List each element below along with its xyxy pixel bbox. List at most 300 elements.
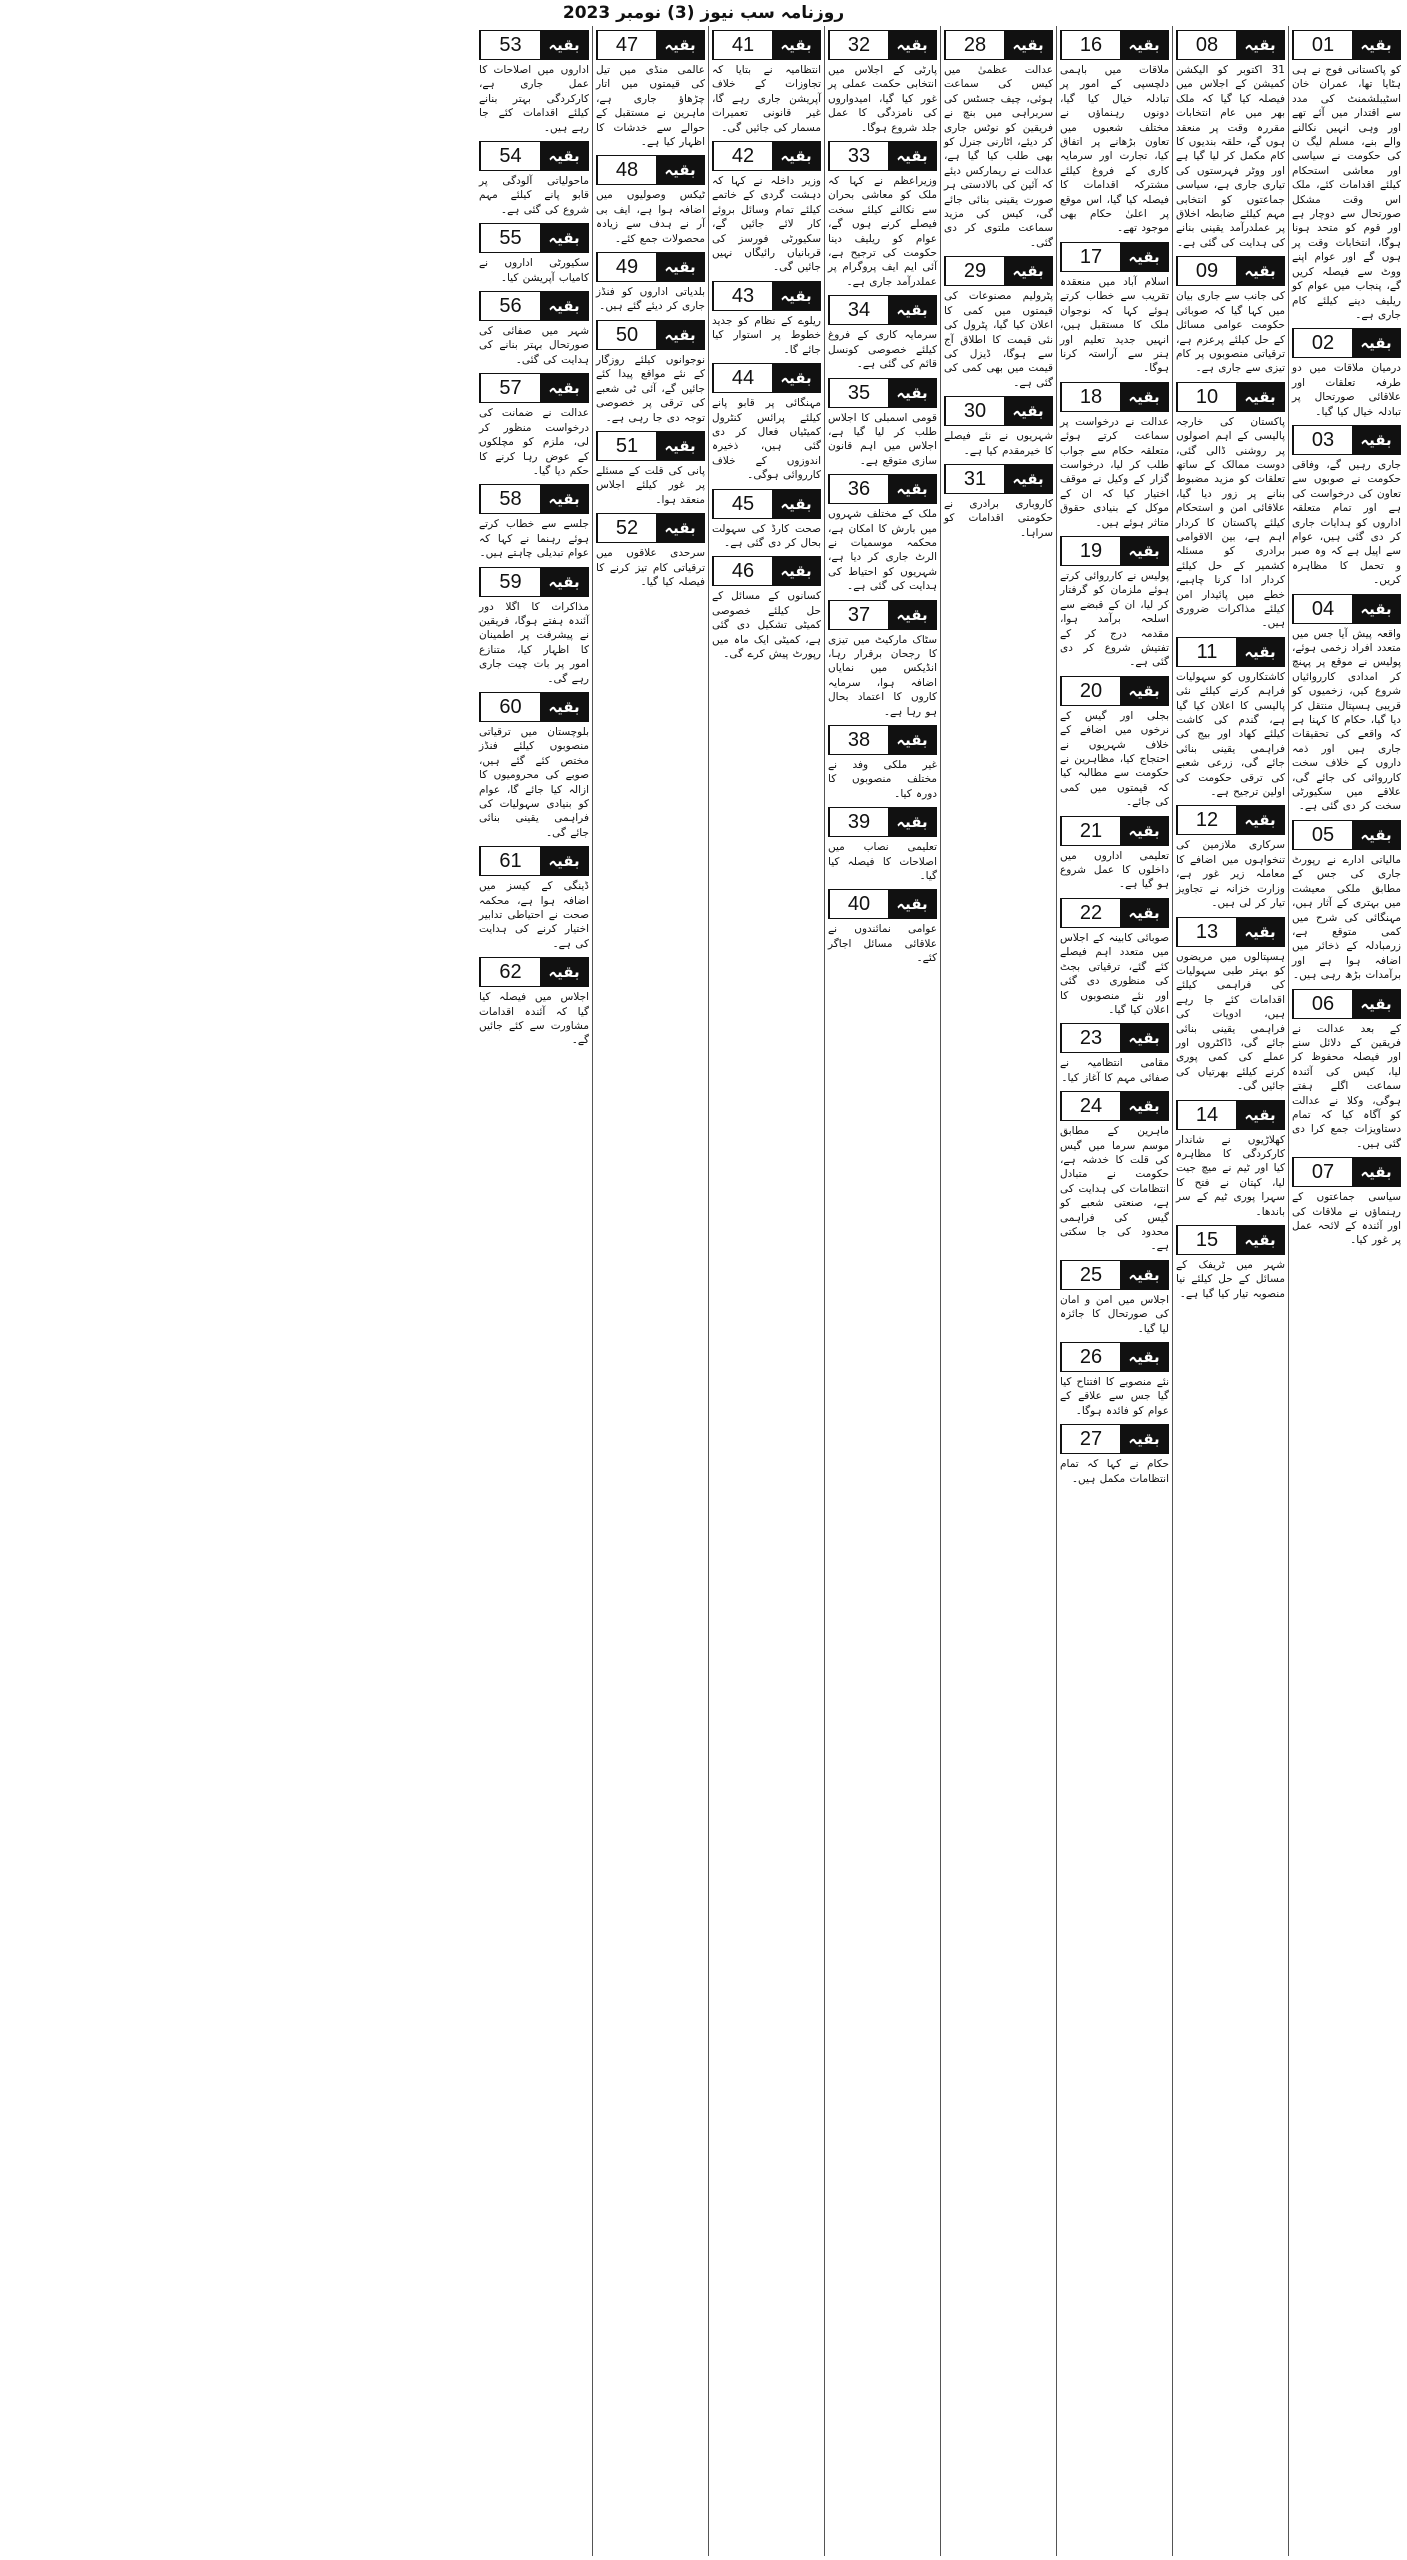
continuation-item — [1176, 382, 1285, 631]
continuation-item — [712, 141, 821, 275]
continuation-number: 38 — [829, 726, 888, 754]
continuation-number: 25 — [1061, 1261, 1120, 1289]
continuation-header — [712, 141, 821, 171]
continuation-label: بقیہ — [1120, 1261, 1168, 1289]
continuation-item — [1060, 816, 1169, 892]
continuation-header — [479, 223, 589, 253]
continuation-text: مقامی انتظامیہ نے صفائی مہم کا آغاز کیا۔ — [1060, 1057, 1169, 1084]
continuation-header — [828, 295, 937, 325]
continuation-label: بقیہ — [772, 557, 820, 585]
continuation-item — [479, 692, 589, 840]
continuation-item — [596, 30, 705, 149]
continuation-header — [828, 474, 937, 504]
continuation-item — [479, 373, 589, 478]
continuation-text: پولیس نے کارروائی کرتے ہوئے ملزمان کو گرفتار کر لیا، ان کے قبضے سے اسلحہ برآمد ہوا، مقدمہ درج کر کے تفتیش شروع کر دی گئی ہے۔ — [1060, 569, 1169, 669]
continuation-number: 21 — [1061, 817, 1120, 845]
continuation-header — [1292, 989, 1401, 1019]
continuation-label: بقیہ — [1120, 1343, 1168, 1371]
news-column — [476, 26, 592, 2556]
continuation-text: مذاکرات کا اگلا دور آئندہ ہفتے ہوگا، فریقین نے پیشرفت پر اطمینان کا اظہار کیا، متنازع امور پر بات چیت جاری رہے گی۔ — [479, 600, 589, 685]
continuation-label: بقیہ — [888, 379, 936, 407]
continuation-item — [479, 223, 589, 285]
continuation-text: کی جانب سے جاری بیان میں کہا گیا کہ صوبائی حکومت عوامی مسائل کے حل کیلئے پرعزم ہے، ترقیاتی منصوبوں پر کام تیزی سے جاری ہے۔ — [1176, 290, 1285, 375]
continuation-text: عدالت نے ضمانت کی درخواست منظور کر لی، ملزم کو مچلکوں کے عوض رہا کرنے کا حکم دیا گیا۔ — [479, 407, 589, 477]
news-column — [592, 26, 708, 2556]
continuation-header — [712, 281, 821, 311]
continuation-number: 43 — [713, 282, 772, 310]
continuation-number: 36 — [829, 475, 888, 503]
continuation-number: 09 — [1177, 257, 1236, 285]
continuation-label: بقیہ — [1352, 821, 1400, 849]
continuation-number: 18 — [1061, 383, 1120, 411]
continuation-text: عوامی نمائندوں نے علاقائی مسائل اجاگر کئے۔ — [828, 923, 937, 965]
continuation-header — [479, 567, 589, 597]
continuation-header — [1176, 382, 1285, 412]
continuation-header — [1060, 30, 1169, 60]
continuation-number: 23 — [1061, 1024, 1120, 1052]
continuation-text: اجلاس میں فیصلہ کیا گیا کہ آئندہ اقدامات مشاورت سے کئے جائیں گے۔ — [479, 991, 589, 1047]
continuation-header — [1060, 1260, 1169, 1290]
continuation-header — [1292, 820, 1401, 850]
continuation-text: شہر میں صفائی کی صورتحال بہتر بنانے کی ہدایت کی گئی۔ — [479, 325, 589, 366]
continuation-item — [1060, 536, 1169, 670]
continuation-text: حکام نے کہا کہ تمام انتظامات مکمل ہیں۔ — [1060, 1458, 1169, 1485]
continuation-text: درمیان ملاقات میں دو طرفہ تعلقات اور علاقائی صورتحال پر تبادلہ خیال کیا گیا۔ — [1292, 362, 1401, 418]
continuation-number: 11 — [1177, 638, 1236, 666]
continuation-label: بقیہ — [656, 253, 704, 281]
continuation-header — [1060, 382, 1169, 412]
continuation-number: 62 — [480, 958, 540, 986]
continuation-label: بقیہ — [1236, 806, 1284, 834]
continuation-header — [712, 489, 821, 519]
continuation-header — [596, 431, 705, 461]
continuation-number: 60 — [480, 693, 540, 721]
continuation-number: 54 — [480, 142, 540, 170]
continuation-number: 55 — [480, 224, 540, 252]
continuation-item — [1060, 676, 1169, 810]
continuation-header — [1292, 328, 1401, 358]
continuation-header — [479, 484, 589, 514]
continuation-text: جلسے سے خطاب کرتے ہوئے رہنما نے کہا کہ عوام تبدیلی چاہتے ہیں۔ — [479, 518, 589, 560]
continuation-number: 40 — [829, 890, 888, 918]
continuation-item — [712, 489, 821, 551]
news-column — [1056, 26, 1172, 2556]
continuation-text: مالیاتی ادارے نے رپورٹ جاری کی جس کے مطابق ملکی معیشت میں بہتری کے آثار ہیں، مہنگائی کی شرح میں کمی متوقع ہے، زرمبادلہ کے ذخائر میں اضافہ ہوا ہے اور برآمدات بڑھ رہی ہیں۔ — [1292, 853, 1401, 982]
continuation-text: اسلام آباد میں منعقدہ تقریب سے خطاب کرتے ہوئے کہا کہ نوجوان ملک کا مستقبل ہیں، انہیں جدید تعلیم اور ہنر سے آراستہ کرنا ہوگا۔ — [1060, 275, 1169, 375]
continuation-header — [596, 155, 705, 185]
continuation-header — [479, 141, 589, 171]
continuation-text: وزیر داخلہ نے کہا کہ دہشت گردی کے خاتمے کیلئے تمام وسائل بروئے کار لائے جائیں گے، سکیورٹی فورسز کی قربانیاں رائیگاں نہیں جائیں گی۔ — [712, 175, 821, 274]
continuation-text: اجلاس میں امن و امان کی صورتحال کا جائزہ لیا گیا۔ — [1060, 1293, 1169, 1335]
continuation-label: بقیہ — [1004, 465, 1052, 493]
continuation-header — [479, 30, 589, 60]
continuation-number: 59 — [480, 568, 540, 596]
continuation-label: بقیہ — [1236, 1101, 1284, 1129]
continuation-header — [944, 30, 1053, 60]
continuation-header — [1176, 805, 1285, 835]
continuation-item — [944, 396, 1053, 458]
continuation-text: تعلیمی نصاب میں اصلاحات کا فیصلہ کیا گیا۔ — [828, 841, 937, 883]
continuation-item — [1292, 30, 1401, 322]
continuation-number: 14 — [1177, 1101, 1236, 1129]
continuation-header — [944, 256, 1053, 286]
continuation-text: نئے منصوبے کا افتتاح کیا گیا جس سے علاقے کے عوام کو فائدہ ہوگا۔ — [1060, 1376, 1169, 1417]
continuation-label: بقیہ — [540, 847, 588, 875]
continuation-number: 30 — [945, 397, 1004, 425]
continuation-number: 10 — [1177, 383, 1236, 411]
continuation-label: بقیہ — [1236, 257, 1284, 285]
continuation-number: 32 — [829, 31, 888, 59]
continuation-item — [1292, 1157, 1401, 1248]
continuation-item — [1060, 1424, 1169, 1486]
continuation-label: بقیہ — [540, 485, 588, 513]
continuation-label: بقیہ — [1120, 243, 1168, 271]
continuation-label: بقیہ — [656, 432, 704, 460]
continuation-text: ملک کے مختلف شہروں میں بارش کا امکان ہے، محکمہ موسمیات نے الرٹ جاری کر دیا ہے، شہریوں کو احتیاط کی ہدایت کی گئی ہے۔ — [828, 508, 937, 593]
continuation-item — [1060, 898, 1169, 1017]
continuation-number: 16 — [1061, 31, 1120, 59]
page-columns — [4, 26, 1404, 2556]
continuation-text: بجلی اور گیس کے نرخوں میں اضافے کے خلاف شہریوں نے احتجاج کیا، مظاہرین نے حکومت سے مطالبہ کیا کہ قیمتوں میں کمی کی جائے۔ — [1060, 709, 1169, 809]
continuation-label: بقیہ — [1120, 1092, 1168, 1120]
continuation-number: 39 — [829, 808, 888, 836]
continuation-text: ٹیکس وصولیوں میں اضافہ ہوا ہے، ایف بی آر نے ہدف سے زیادہ محصولات جمع کئے۔ — [596, 189, 705, 245]
continuation-label: بقیہ — [888, 726, 936, 754]
continuation-text: شہریوں نے نئے فیصلے کا خیرمقدم کیا ہے۔ — [944, 430, 1053, 457]
continuation-label: بقیہ — [1236, 31, 1284, 59]
continuation-number: 52 — [597, 514, 656, 542]
continuation-text: عدالت عظمیٰ میں کیس کی سماعت ہوئی، چیف جسٹس کی سربراہی میں بنچ نے فریقین کو نوٹس جاری کر دیئے، اٹارنی جنرل کو بھی طلب کیا گیا ہے، عدالت نے ریمارکس دیئے کہ آئین کی بالادستی ہر صورت یقینی بنائی جائے گی، کیس کی مزید سماعت ملتوی کر دی گئی۔ — [944, 64, 1053, 249]
continuation-label: بقیہ — [540, 374, 588, 402]
continuation-label: بقیہ — [1352, 595, 1400, 623]
continuation-header — [479, 957, 589, 987]
continuation-number: 12 — [1177, 806, 1236, 834]
continuation-header — [1060, 1342, 1169, 1372]
continuation-number: 35 — [829, 379, 888, 407]
continuation-text: کسانوں کے مسائل کے حل کیلئے خصوصی کمیٹی تشکیل دی گئی ہے، کمیٹی ایک ماہ میں رپورٹ پیش کرے گی۔ — [712, 590, 821, 660]
continuation-item — [479, 141, 589, 217]
continuation-header — [1176, 1100, 1285, 1130]
continuation-header — [1060, 1424, 1169, 1454]
continuation-item — [828, 141, 937, 289]
continuation-label: بقیہ — [1352, 990, 1400, 1018]
continuation-text: کھلاڑیوں نے شاندار کارکردگی کا مظاہرہ کیا اور ٹیم نے میچ جیت لیا، کپتان نے فتح کا سہرا پوری ٹیم کے سر باندھا۔ — [1176, 1133, 1285, 1218]
continuation-text: سرکاری ملازمین کی تنخواہوں میں اضافے کا معاملہ زیر غور ہے، وزارت خزانہ نے تجاویز تیار کر لی ہیں۔ — [1176, 839, 1285, 910]
continuation-label: بقیہ — [772, 490, 820, 518]
continuation-header — [944, 464, 1053, 494]
continuation-label: بقیہ — [540, 224, 588, 252]
continuation-text: تعلیمی اداروں میں داخلوں کا عمل شروع ہو گیا ہے۔ — [1060, 849, 1169, 891]
continuation-header — [596, 252, 705, 282]
continuation-label: بقیہ — [1004, 31, 1052, 59]
continuation-number: 24 — [1061, 1092, 1120, 1120]
continuation-text: پارٹی کے اجلاس میں انتخابی حکمت عملی پر غور کیا گیا، امیدواروں کی نامزدگی کا عمل جلد شروع ہوگا۔ — [828, 64, 937, 134]
continuation-label: بقیہ — [1004, 257, 1052, 285]
continuation-label: بقیہ — [1352, 329, 1400, 357]
continuation-item — [1060, 30, 1169, 236]
continuation-number: 61 — [480, 847, 540, 875]
continuation-item — [1176, 30, 1285, 250]
continuation-item — [712, 30, 821, 135]
continuation-item — [1176, 256, 1285, 375]
continuation-header — [1176, 256, 1285, 286]
continuation-number: 01 — [1293, 31, 1352, 59]
continuation-number: 13 — [1177, 918, 1236, 946]
continuation-header — [596, 320, 705, 350]
continuation-item — [1292, 594, 1401, 814]
continuation-label: بقیہ — [1004, 397, 1052, 425]
continuation-header — [479, 291, 589, 321]
continuation-text: پٹرولیم مصنوعات کی قیمتوں میں کمی کا اعلان کیا گیا، پٹرول کی نئی قیمت کا اطلاق آج سے ہوگا، ڈیزل کی قیمت میں بھی کمی کی گئی ہے۔ — [944, 290, 1053, 389]
continuation-number: 46 — [713, 557, 772, 585]
continuation-label: بقیہ — [656, 31, 704, 59]
continuation-number: 03 — [1293, 426, 1352, 454]
continuation-header — [1060, 816, 1169, 846]
continuation-header — [828, 807, 937, 837]
continuation-text: سکیورٹی اداروں نے کامیاب آپریشن کیا۔ — [479, 257, 589, 284]
continuation-item — [596, 155, 705, 246]
continuation-label: بقیہ — [888, 475, 936, 503]
continuation-label: بقیہ — [1236, 1226, 1284, 1254]
continuation-label: بقیہ — [888, 808, 936, 836]
continuation-header — [479, 692, 589, 722]
continuation-item — [828, 474, 937, 593]
continuation-number: 28 — [945, 31, 1004, 59]
continuation-text: نوجوانوں کیلئے روزگار کے نئے مواقع پیدا کئے جائیں گے، آئی ٹی شعبے کی ترقی پر خصوصی توجہ دی جا رہی ہے۔ — [596, 353, 705, 424]
continuation-item — [1060, 242, 1169, 376]
continuation-text: عالمی منڈی میں تیل کی قیمتوں میں اتار چڑھاؤ جاری ہے، ماہرین نے مستقبل کے حوالے سے خدشات کا اظہار کیا ہے۔ — [596, 64, 705, 149]
continuation-label: بقیہ — [540, 31, 588, 59]
continuation-label: بقیہ — [1352, 426, 1400, 454]
continuation-label: بقیہ — [772, 364, 820, 392]
continuation-label: بقیہ — [540, 568, 588, 596]
news-column — [708, 26, 824, 2556]
continuation-number: 45 — [713, 490, 772, 518]
continuation-header — [1176, 30, 1285, 60]
continuation-number: 49 — [597, 253, 656, 281]
continuation-text: غیر ملکی وفد نے مختلف منصوبوں کا دورہ کیا۔ — [828, 759, 937, 800]
continuation-item — [1060, 1091, 1169, 1254]
continuation-label: بقیہ — [1352, 1158, 1400, 1186]
continuation-item — [1060, 382, 1169, 530]
continuation-item — [712, 363, 821, 482]
continuation-text: کاشتکاروں کو سہولیات فراہم کرنے کیلئے نئی پالیسی کا اعلان کیا گیا ہے، گندم کی کاشت کیلئے کھاد اور بیج کی فراہمی یقینی بنائی جائے گی، زرعی شعبے کی ترقی حکومت کی اولین ترجیح ہے۔ — [1176, 670, 1285, 799]
continuation-item — [828, 889, 937, 965]
continuation-text: سٹاک مارکیٹ میں تیزی کا رجحان برقرار رہا، انڈیکس میں نمایاں اضافہ ہوا، سرمایہ کاروں کا اعتماد بحال ہو رہا ہے۔ — [828, 633, 937, 718]
masthead: روزنامہ سب نیوز (3) نومبر 2023 — [562, 3, 845, 23]
continuation-header — [712, 30, 821, 60]
continuation-label: بقیہ — [772, 282, 820, 310]
continuation-item — [1176, 1225, 1285, 1301]
continuation-number: 57 — [480, 374, 540, 402]
continuation-label: بقیہ — [1236, 918, 1284, 946]
continuation-text: 31 اکتوبر کو الیکشن کمیشن کے اجلاس میں فیصلہ کیا گیا کہ ملک بھر میں عام انتخابات مقررہ وقت پر منعقد ہوں گے، حلقہ بندیوں کا کام مکمل کر لیا گیا ہے اور ووٹر فہرستوں کی تیاری جاری ہے، سیاسی جماعتوں کو انتخابی مہم کیلئے ضابطہ اخلاق پر عملدرآمد یقینی بنانے کی ہدایت کی گئی ہے۔ — [1176, 64, 1285, 249]
continuation-number: 29 — [945, 257, 1004, 285]
continuation-item — [1292, 425, 1401, 588]
continuation-text: بلدیاتی اداروں کو فنڈز جاری کر دیئے گئے ہیں۔ — [596, 286, 705, 313]
continuation-number: 51 — [597, 432, 656, 460]
continuation-header — [712, 363, 821, 393]
continuation-text: بلوچستان میں ترقیاتی منصوبوں کیلئے فنڈز مختص کئے گئے ہیں، صوبے کی محرومیوں کا ازالہ کیا جائے گا، عوام کو بنیادی سہولیات کی فراہمی یقینی بنائی جائے گی۔ — [479, 725, 589, 839]
continuation-item — [1292, 328, 1401, 419]
continuation-text: وزیراعظم نے کہا کہ ملک کو معاشی بحران سے نکالنے کیلئے سخت فیصلے کرنے ہوں گے، عوام کو ریلیف دینا حکومت کی ترجیح ہے، آئی ایم ایف پروگرام پر عملدرآمد جاری ہے۔ — [828, 175, 937, 288]
continuation-item — [1176, 1100, 1285, 1219]
continuation-item — [1176, 917, 1285, 1094]
continuation-item — [596, 252, 705, 314]
continuation-label: بقیہ — [1120, 899, 1168, 927]
continuation-item — [1176, 805, 1285, 910]
continuation-item — [479, 957, 589, 1048]
continuation-item — [596, 320, 705, 425]
continuation-header — [828, 600, 937, 630]
continuation-header — [1292, 30, 1401, 60]
continuation-label: بقیہ — [540, 693, 588, 721]
continuation-number: 22 — [1061, 899, 1120, 927]
continuation-header — [596, 513, 705, 543]
continuation-text: ہسپتالوں میں مریضوں کو بہتر طبی سہولیات کی فراہمی کیلئے اقدامات کئے جا رہے ہیں، ادویات کی فراہمی یقینی بنائی جائے گی، ڈاکٹروں اور عملے کی کمی پوری کرنے کیلئے بھرتیاں کی جائیں گی۔ — [1176, 950, 1285, 1093]
continuation-text: شہر میں ٹریفک کے مسائل کے حل کیلئے نیا منصوبہ تیار کیا گیا ہے۔ — [1176, 1259, 1285, 1300]
continuation-number: 33 — [829, 142, 888, 170]
continuation-number: 48 — [597, 156, 656, 184]
continuation-text: صحت کارڈ کی سہولت بحال کر دی گئی ہے۔ — [712, 522, 821, 549]
continuation-header — [712, 556, 821, 586]
continuation-label: بقیہ — [656, 156, 704, 184]
continuation-item — [479, 567, 589, 686]
continuation-text: سرحدی علاقوں میں ترقیاتی کام تیز کرنے کا فیصلہ کیا گیا۔ — [596, 547, 705, 588]
continuation-item — [1292, 820, 1401, 983]
continuation-header — [1176, 637, 1285, 667]
continuation-label: بقیہ — [1120, 383, 1168, 411]
continuation-header — [1292, 425, 1401, 455]
news-column — [940, 26, 1056, 2556]
continuation-label: بقیہ — [656, 321, 704, 349]
continuation-number: 04 — [1293, 595, 1352, 623]
continuation-number: 42 — [713, 142, 772, 170]
continuation-text: پانی کی قلت کے مسئلے پر غور کیلئے اجلاس منعقد ہوا۔ — [596, 464, 705, 506]
continuation-text: جاری رہیں گے، وفاقی حکومت نے صوبوں سے تعاون کی درخواست کی ہے اور تمام متعلقہ اداروں کو ہدایات جاری کر دی گئی ہیں، عوام سے اپیل ہے کہ وہ صبر و تحمل کا مظاہرہ کریں۔ — [1292, 458, 1401, 587]
continuation-item — [828, 378, 937, 469]
continuation-text: پاکستان کی خارجہ پالیسی کے اہم اصولوں پر روشنی ڈالی گئی، دوست ممالک کے ساتھ تعلقات کو مزید مضبوط بنانے پر زور دیا گیا، علاقائی امن و استحکام کیلئے پاکستان کا کردار اہم ہے، بین الاقوامی برادری کو مسئلہ کشمیر کے حل کیلئے کردار ادا کرنا چاہیے، خطے میں پائیدار امن کیلئے مذاکرات ضروری ہیں۔ — [1176, 415, 1285, 630]
continuation-label: بقیہ — [1120, 677, 1168, 705]
continuation-item — [944, 30, 1053, 250]
continuation-text: کو پاکستانی فوج نے ہی ہٹایا تھا، عمران خان اسٹیبلشمنٹ کی مدد سے اقتدار میں آئے تھے اور وہی انہیں نکالنے والے بنے، مسلم لیگ ن کی حکومت نے سیاسی اور معاشی استحکام کیلئے اقدامات کئے، ملک اس وقت مشکل صورتحال سے دوچار ہے اور قوم کو متحد ہونا ہوگا، انتخابات وقت پر ہوں گے اور عوام اپنے ووٹ سے فیصلہ کریں گے، پنجاب میں عوام کو ریلیف دینے کیلئے کام جاری ہے۔ — [1292, 64, 1401, 321]
continuation-text: سیاسی جماعتوں کے رہنماؤں نے ملاقات کی اور آئندہ کے لائحہ عمل پر غور کیا۔ — [1292, 1191, 1401, 1247]
continuation-header — [479, 846, 589, 876]
continuation-text: صوبائی کابینہ کے اجلاس میں متعدد اہم فیصلے کئے گئے، ترقیاتی بجٹ کی منظوری دی گئی اور نئے منصوبوں کا اعلان کیا گیا۔ — [1060, 931, 1169, 1016]
continuation-label: بقیہ — [888, 31, 936, 59]
continuation-header — [479, 373, 589, 403]
continuation-header — [1176, 1225, 1285, 1255]
continuation-label: بقیہ — [1236, 383, 1284, 411]
continuation-number: 31 — [945, 465, 1004, 493]
continuation-header — [828, 378, 937, 408]
continuation-header — [1060, 242, 1169, 272]
continuation-item — [479, 484, 589, 560]
continuation-item — [1176, 637, 1285, 800]
continuation-item — [596, 431, 705, 507]
continuation-text: کے بعد عدالت نے فریقین کے دلائل سنے اور فیصلہ محفوظ کر لیا، کیس کی آئندہ سماعت اگلے ہفتے ہوگی، وکلا نے عدالت کو آگاہ کیا کہ تمام دستاویزات جمع کرا دی گئی ہیں۔ — [1292, 1022, 1401, 1150]
continuation-number: 17 — [1061, 243, 1120, 271]
continuation-header — [828, 30, 937, 60]
continuation-label: بقیہ — [772, 31, 820, 59]
news-column — [824, 26, 940, 2556]
continuation-text: عدالت نے درخواست پر سماعت کرتے ہوئے متعلقہ حکام سے جواب طلب کر لیا، درخواست گزار کے وکیل نے موقف اختیار کیا کہ ان کے موکل کے بنیادی حقوق متاثر ہوئے ہیں۔ — [1060, 415, 1169, 529]
continuation-header — [1060, 1091, 1169, 1121]
continuation-item — [944, 464, 1053, 540]
continuation-label: بقیہ — [1120, 31, 1168, 59]
continuation-text: مہنگائی پر قابو پانے کیلئے پرائس کنٹرول کمیٹیاں فعال کر دی گئی ہیں، ذخیرہ اندوزوں کے خلاف کارروائی ہوگی۔ — [712, 397, 821, 482]
continuation-label: بقیہ — [888, 601, 936, 629]
continuation-number: 15 — [1177, 1226, 1236, 1254]
continuation-label: بقیہ — [1236, 638, 1284, 666]
continuation-text: ملاقات میں باہمی دلچسپی کے امور پر تبادلہ خیال کیا گیا، دونوں رہنماؤں نے مختلف شعبوں میں تعاون بڑھانے پر اتفاق کیا، تجارت اور سرمایہ کاری کے فروغ کیلئے مشترکہ اقدامات کا فیصلہ کیا گیا، اس موقع پر اعلیٰ حکام بھی موجود تھے۔ — [1060, 64, 1169, 235]
continuation-item — [1292, 989, 1401, 1152]
continuation-text: قومی اسمبلی کا اجلاس طلب کر لیا گیا ہے، اجلاس میں اہم قانون سازی متوقع ہے۔ — [828, 411, 937, 467]
continuation-label: بقیہ — [772, 142, 820, 170]
continuation-header — [828, 725, 937, 755]
continuation-header — [596, 30, 705, 60]
continuation-label: بقیہ — [1120, 537, 1168, 565]
continuation-number: 27 — [1061, 1425, 1120, 1453]
continuation-item — [828, 295, 937, 371]
continuation-number: 58 — [480, 485, 540, 513]
continuation-item — [712, 281, 821, 357]
continuation-number: 41 — [713, 31, 772, 59]
continuation-header — [828, 889, 937, 919]
continuation-header — [828, 141, 937, 171]
continuation-number: 07 — [1293, 1158, 1352, 1186]
continuation-label: بقیہ — [656, 514, 704, 542]
continuation-number: 56 — [480, 292, 540, 320]
continuation-number: 02 — [1293, 329, 1352, 357]
continuation-text: اداروں میں اصلاحات کا عمل جاری ہے، کارکردگی بہتر بنانے کیلئے اقدامات کئے جا رہے ہیں۔ — [479, 64, 589, 134]
continuation-text: ماہرین کے مطابق موسم سرما میں گیس کی قلت کا خدشہ ہے، حکومت نے متبادل انتظامات کی ہدایت کی ہے، صنعتی شعبے کو گیس کی فراہمی محدود کی جا سکتی ہے۔ — [1060, 1125, 1169, 1253]
continuation-item — [828, 30, 937, 135]
continuation-header — [1292, 1157, 1401, 1187]
news-column — [1172, 26, 1288, 2556]
continuation-item — [596, 513, 705, 589]
continuation-label: بقیہ — [1120, 817, 1168, 845]
continuation-text: انتظامیہ نے بتایا کہ تجاوزات کے خلاف آپریشن جاری رہے گا، غیر قانونی تعمیرات مسمار کی جائیں گی۔ — [712, 64, 821, 134]
continuation-text: ڈینگی کے کیسز میں اضافہ ہوا ہے، محکمہ صحت نے احتیاطی تدابیر اختیار کرنے کی ہدایت کی ہے۔ — [479, 880, 589, 950]
continuation-header — [1060, 1023, 1169, 1053]
continuation-label: بقیہ — [1120, 1425, 1168, 1453]
continuation-text: کاروباری برادری نے حکومتی اقدامات کو سراہا۔ — [944, 497, 1053, 539]
continuation-number: 34 — [829, 296, 888, 324]
continuation-item — [1060, 1260, 1169, 1336]
continuation-text: ماحولیاتی آلودگی پر قابو پانے کیلئے مہم شروع کی گئی ہے۔ — [479, 175, 589, 216]
continuation-label: بقیہ — [540, 142, 588, 170]
continuation-label: بقیہ — [888, 890, 936, 918]
continuation-number: 50 — [597, 321, 656, 349]
continuation-header — [1060, 676, 1169, 706]
continuation-label: بقیہ — [1120, 1024, 1168, 1052]
continuation-text: ریلوے کے نظام کو جدید خطوط پر استوار کیا جائے گا۔ — [712, 314, 821, 356]
continuation-header — [1060, 898, 1169, 928]
continuation-item — [944, 256, 1053, 390]
continuation-number: 08 — [1177, 31, 1236, 59]
continuation-text: سرمایہ کاری کے فروغ کیلئے خصوصی کونسل قائم کی گئی ہے۔ — [828, 329, 937, 371]
continuation-text: واقعہ پیش آیا جس میں متعدد افراد زخمی ہوئے، پولیس نے موقع پر پہنچ کر امدادی کارروائیاں شروع کیں، زخمیوں کو قریبی ہسپتال منتقل کر دیا گیا، حکام کا کہنا ہے کہ واقعے کی تحقیقات جاری ہیں اور ذمہ داروں کے خلاف سخت کارروائی کی جائے گی، علاقے میں سکیورٹی سخت کر دی گئی ہے۔ — [1292, 627, 1401, 813]
continuation-item — [712, 556, 821, 661]
continuation-number: 47 — [597, 31, 656, 59]
continuation-item — [828, 600, 937, 719]
continuation-label: بقیہ — [888, 296, 936, 324]
continuation-number: 06 — [1293, 990, 1352, 1018]
continuation-label: بقیہ — [888, 142, 936, 170]
continuation-number: 26 — [1061, 1343, 1120, 1371]
continuation-item — [479, 846, 589, 951]
